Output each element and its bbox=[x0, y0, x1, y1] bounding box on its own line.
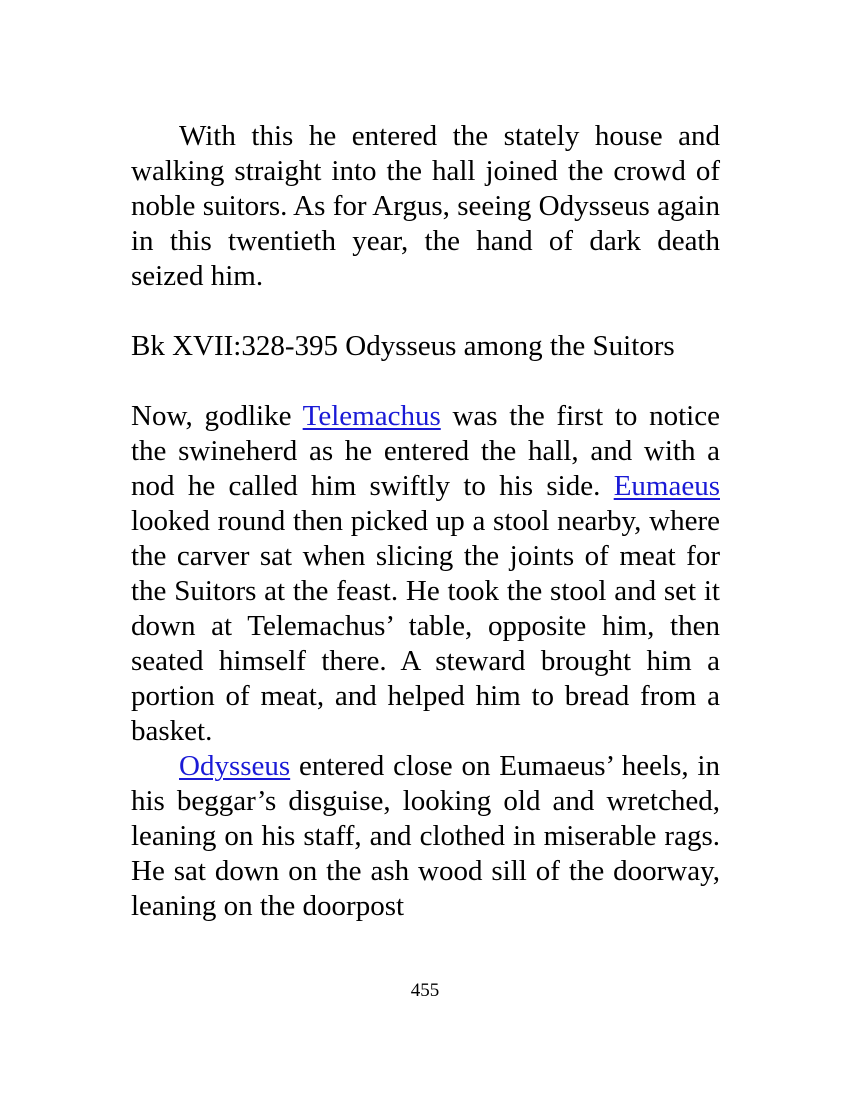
page-number: 455 bbox=[410, 980, 440, 1001]
link-odysseus[interactable]: Odysseus bbox=[179, 750, 291, 782]
spacer bbox=[131, 364, 720, 399]
paragraph-telemachus bbox=[131, 399, 720, 749]
paragraph-text: was the first to notice the swineherd as he entered the hall, and with a nod he called him swiftly to his side. bbox=[131, 400, 720, 502]
paragraph-text: looked round then picked up a stool nearby, where the carver sat when slicing the joints of meat for the Suitors at the feast. He took the stool and set it down at Telemachus’ table, opposite him, then seated himself there. A steward brought him a portion of meat, and helped him to bread from a basket. bbox=[131, 505, 720, 747]
paragraph-text: Now, godlike bbox=[131, 400, 303, 432]
paragraph-text: entered close on Eumaeus’ heels, in his beggar’s disguise, looking old and wretched, leaning on his staff, and clothed in miserable rags. He sat down on the ash wood sill of the doorway, leaning on the doorpost bbox=[131, 750, 720, 922]
paragraph-argus: With this he entered the stately house and walking straight into the hall joined the crowd of noble suitors. As for Argus, seeing Odysseus again in this twentieth year, the hand of dark death seized him. bbox=[131, 120, 720, 292]
section-heading: Bk XVII:328-395 Odysseus among the Suitors bbox=[131, 330, 675, 362]
paragraph-odysseus bbox=[131, 749, 720, 924]
link-telemachus[interactable]: Telemachus bbox=[302, 400, 441, 432]
spacer bbox=[131, 294, 720, 329]
page-body bbox=[131, 119, 720, 924]
link-eumaeus[interactable]: Eumaeus bbox=[613, 470, 720, 502]
